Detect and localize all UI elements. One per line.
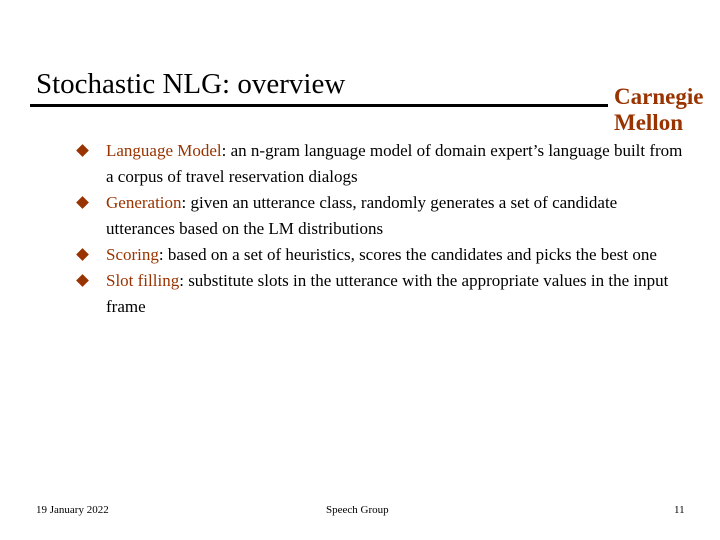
brand-logo-text — [614, 84, 703, 136]
title-divider — [30, 104, 608, 107]
page-number: 11 — [674, 504, 685, 516]
bullet-term: Generation — [106, 193, 182, 212]
bullet-term: Scoring — [106, 245, 159, 264]
bullet-text: : given an utterance class, randomly generates a set of candidate utterances based on the LM distributions — [106, 193, 618, 238]
diamond-bullet-icon — [76, 274, 89, 287]
diamond-bullet-icon — [76, 144, 89, 157]
bullet-text: : an n-gram language model of domain expert’s language built from a corpus of travel reservation dialogs — [106, 141, 683, 186]
diamond-bullet-icon — [76, 248, 89, 261]
bullet-item — [76, 242, 686, 268]
bullet-item — [76, 190, 686, 242]
bullet-text: : substitute slots in the utterance with the appropriate values in the input frame — [106, 271, 669, 316]
bullet-text: : based on a set of heuristics, scores the candidates and picks the best one — [158, 245, 657, 264]
bullet-item — [76, 138, 686, 190]
bullet-term: Slot filling — [106, 271, 180, 290]
bullet-list — [76, 138, 686, 320]
footer-group-name: Speech Group — [326, 504, 389, 516]
brand-line-2: Mellon — [614, 110, 683, 135]
diamond-bullet-icon — [76, 196, 89, 209]
slide-title: Stochastic NLG: overview — [36, 68, 346, 100]
footer-date: 19 January 2022 — [36, 504, 109, 516]
bullet-item — [76, 268, 686, 320]
brand-line-1: Carnegie — [614, 84, 704, 109]
bullet-term: Language Model — [106, 141, 222, 160]
